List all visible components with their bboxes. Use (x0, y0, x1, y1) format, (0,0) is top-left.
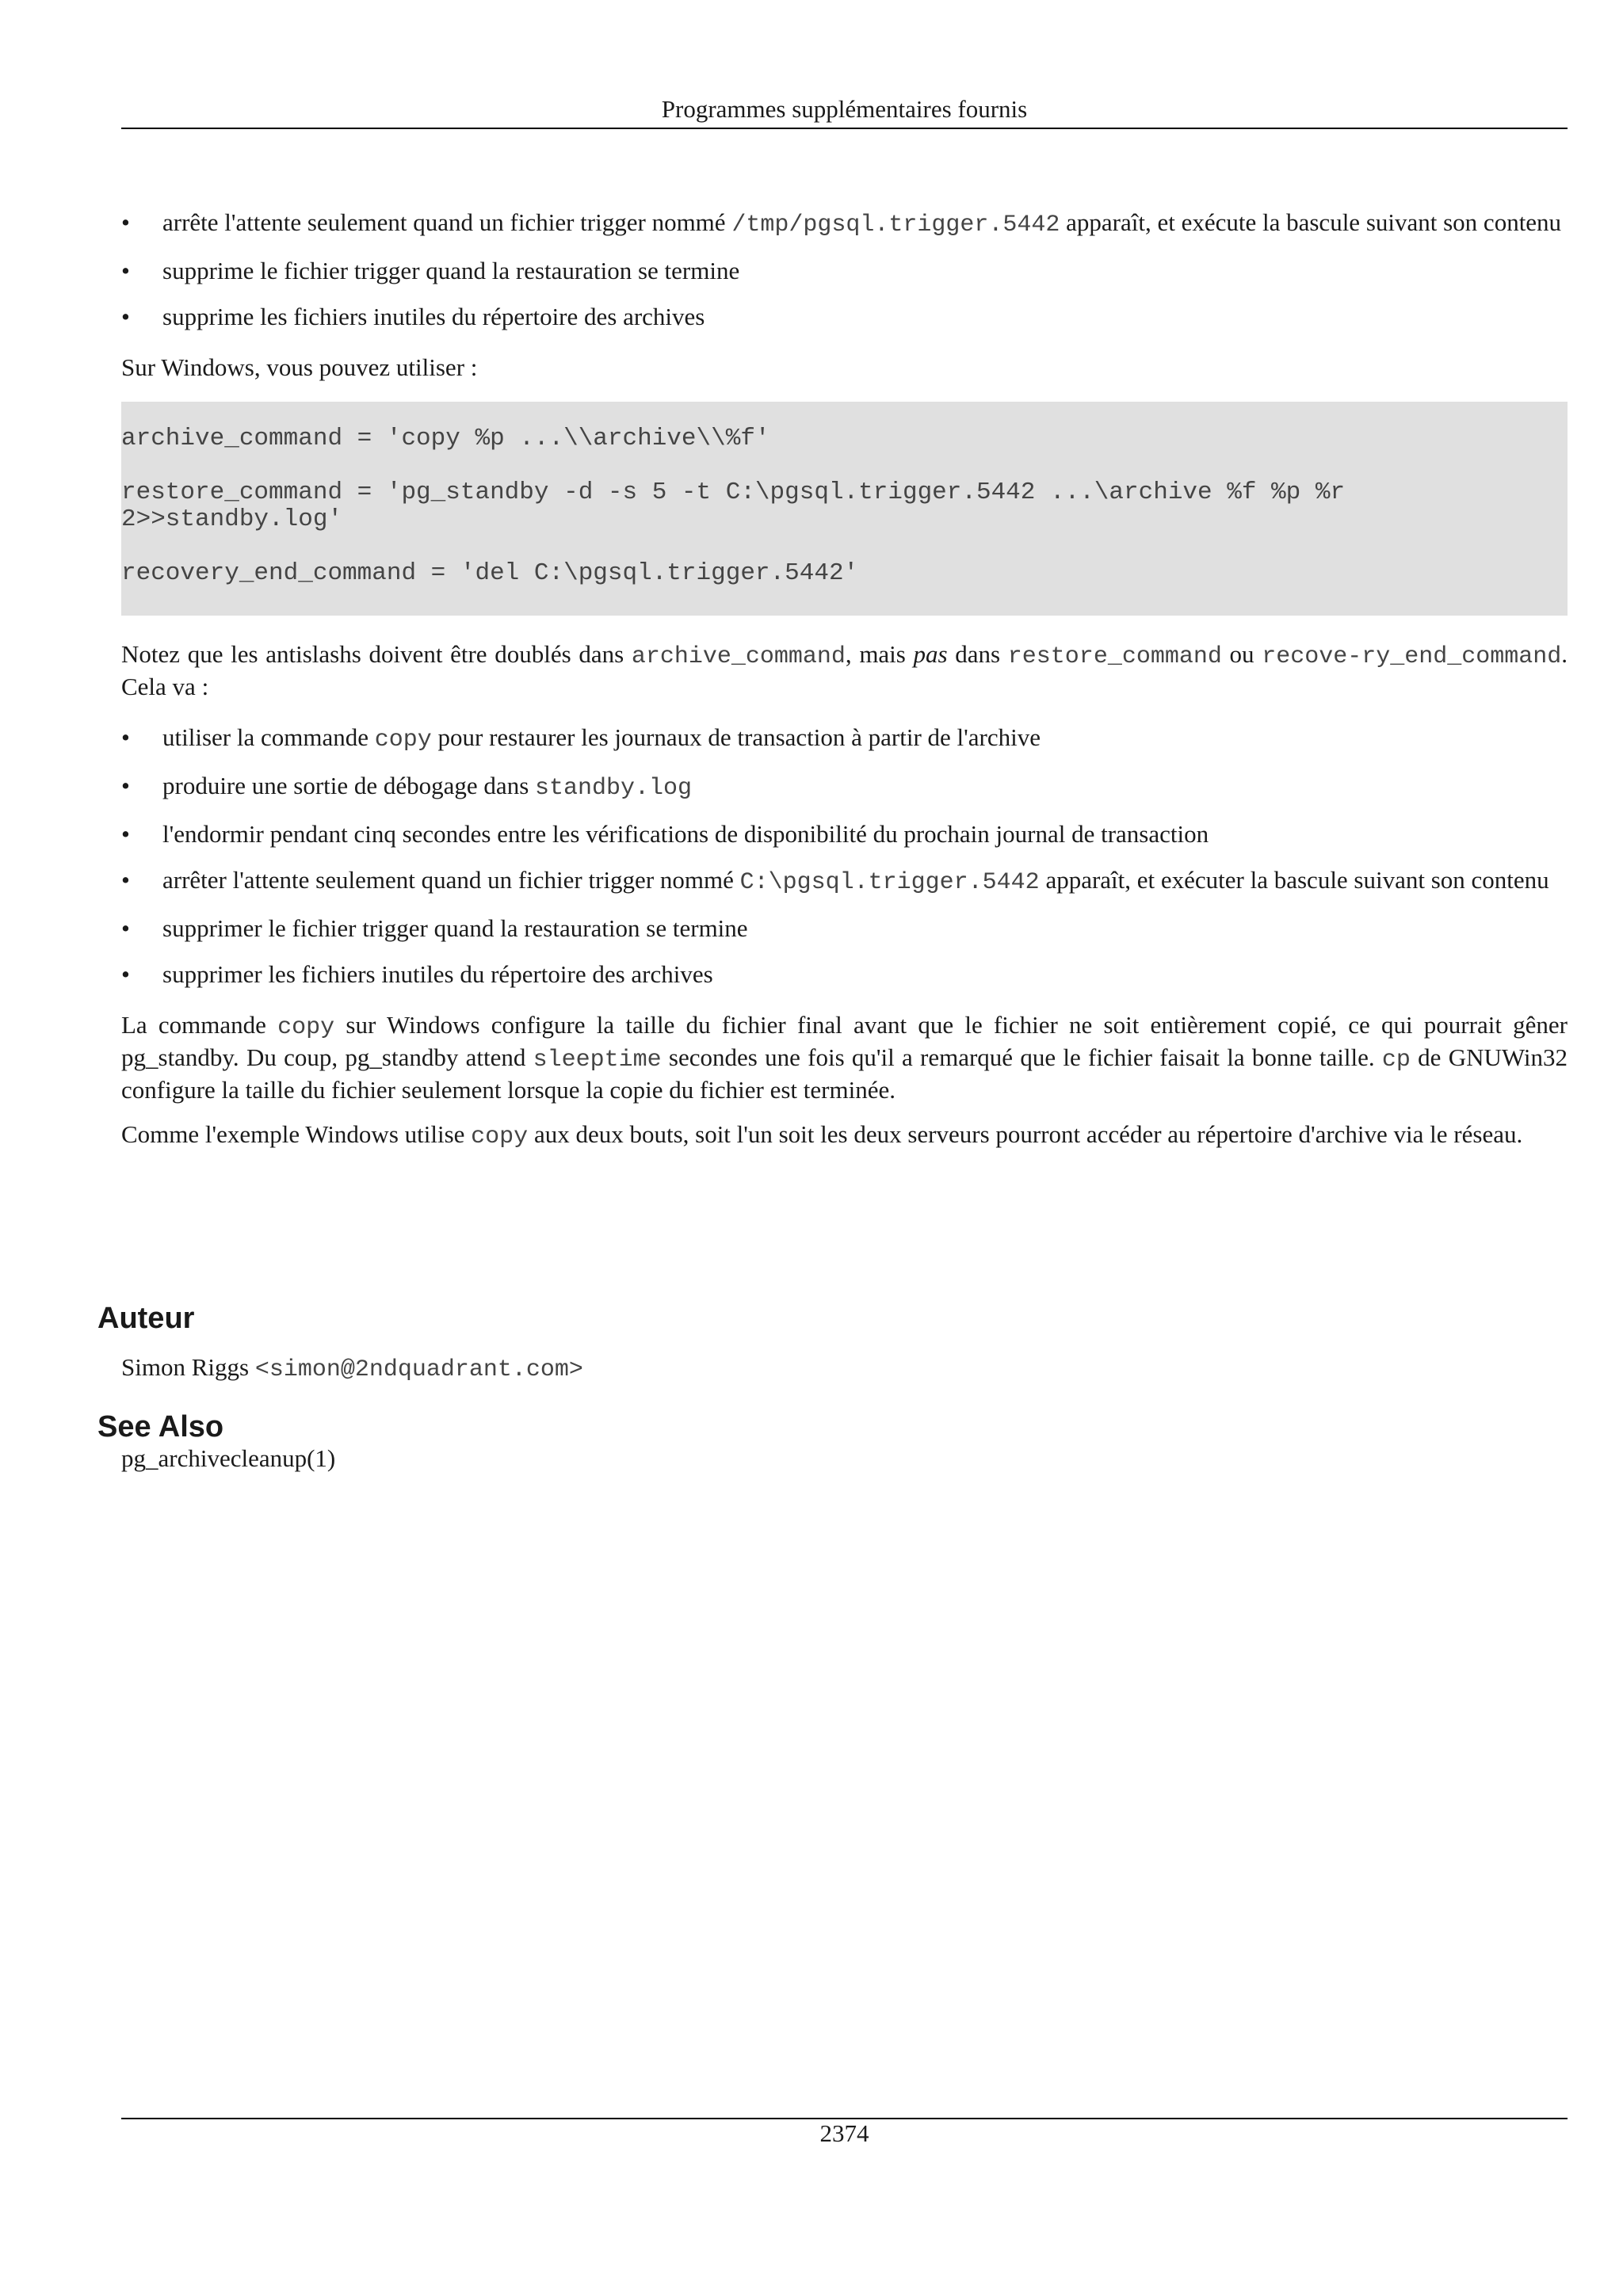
list-item: • arrêter l'attente seulement quand un fichier trigger nommé C:\pgsql.trigger.5442 apparaît, et exécuter la bascule suivant son contenu (121, 865, 1568, 898)
example-paragraph: Comme l'exemple Windows utilise copy aux deux bouts, soit l'un soit les deux serveurs pourront accéder au répertoire d'archive via le réseau. (121, 1120, 1523, 1150)
list-item: • utiliser la commande copy pour restaurer les journaux de transaction à partir de l'archive (121, 723, 1568, 755)
code-line: archive_command = 'copy %p ...\\archive\\%f' (121, 425, 770, 452)
list-item: • supprime le fichier trigger quand la restauration se termine (121, 256, 1568, 286)
note-paragraph: Notez que les antislashs doivent être doublés dans archive_command, mais pas dans restore_command ou recove-ry_end_command. Cela va : (121, 640, 1568, 700)
inline-code: archive_command (631, 643, 846, 670)
inline-code: recove-ry_end_command (1262, 643, 1562, 670)
list-item: • supprime les fichiers inutiles du répertoire des archives (121, 302, 1568, 332)
page-number: 2374 (819, 2119, 869, 2147)
author-email: <simon@2ndquadrant.com> (254, 1356, 583, 1383)
inline-code: copy (277, 1014, 335, 1041)
bullet-list-windows (121, 723, 1568, 990)
code-line: recovery_end_command = 'del C:\pgsql.trigger.5442' (121, 559, 859, 587)
windows-intro: Sur Windows, vous pouvez utiliser : (121, 353, 478, 381)
code-line: restore_command = 'pg_standby -d -s 5 -t C:\pgsql.trigger.5442 ...\archive %f %p %r 2>>standby.log' (121, 479, 1360, 533)
see-also-heading: See Also (97, 1410, 224, 1444)
inline-code: copy (471, 1123, 529, 1150)
see-also-text: pg_archivecleanup(1) (121, 1444, 336, 1472)
code-block (121, 402, 1568, 616)
list-item: • arrête l'attente seulement quand un fichier trigger nommé /tmp/pgsql.trigger.5442 apparaît, et exécute la bascule suivant son contenu (121, 208, 1568, 240)
inline-code: copy (374, 727, 432, 753)
list-item: • l'endormir pendant cinq secondes entre les vérifications de disponibilité du prochain journal de transaction (121, 819, 1568, 849)
inline-code: cp (1381, 1047, 1411, 1074)
list-item: • produire une sortie de débogage dans standby.log (121, 771, 1568, 803)
author-heading: Auteur (97, 1302, 195, 1335)
header-divider (121, 128, 1568, 129)
bullet-list-unix (121, 208, 1568, 332)
inline-code: restore_command (1007, 643, 1222, 670)
inline-code: sleeptime (533, 1047, 662, 1074)
running-header: Programmes supplémentaires fournis (661, 95, 1028, 123)
inline-code: /tmp/pgsql.trigger.5442 (731, 212, 1060, 238)
list-item: • supprimer le fichier trigger quand la restauration se termine (121, 913, 1568, 944)
author-line (121, 1352, 1568, 1385)
copy-paragraph: La commande copy sur Windows configure la taille du fichier final avant que le fichier ne soit entièrement copié, ce qui pourrait gêner pg_standby. Du coup, pg_standby attend sleeptime secondes une fois qu'il a remarqué que le fichier faisait la bonne taille. cp de GNUWin32 configure la taille du fichier seulement lorsque la copie du fichier est terminée. (121, 1011, 1568, 1104)
inline-code: standby.log (535, 775, 693, 802)
inline-code: C:\pgsql.trigger.5442 (739, 869, 1040, 896)
author-name: Simon Riggs (121, 1353, 255, 1381)
main-content (121, 208, 1568, 1152)
list-item: • supprimer les fichiers inutiles du répertoire des archives (121, 959, 1568, 990)
